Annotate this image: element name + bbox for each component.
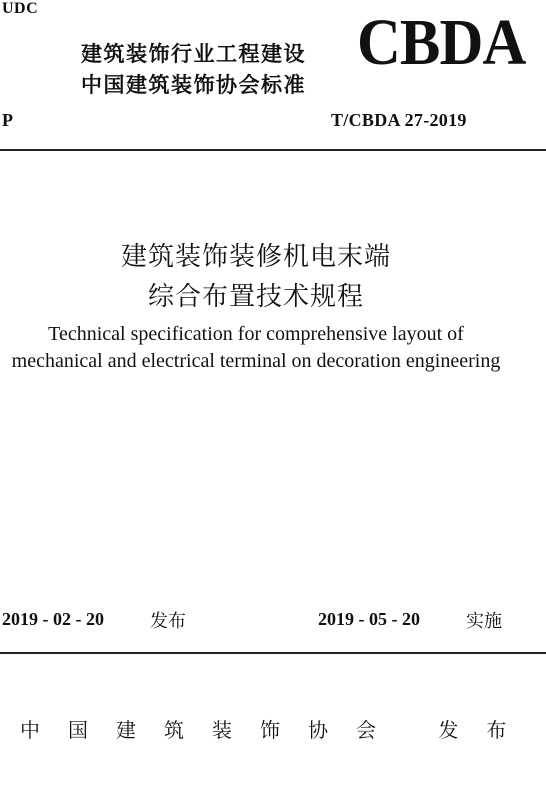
issue-label: 发布 — [150, 611, 186, 632]
top-divider — [0, 149, 546, 151]
standard-code: T/CBDA 27-2019 — [331, 110, 467, 130]
bottom-divider — [0, 652, 546, 654]
issuer-line-2: 中国建筑装饰协会标准 — [81, 73, 306, 97]
title-cn-line-2: 综合布置技术规程 — [147, 282, 364, 312]
title-en-line-2: mechanical and electrical terminal on decoration engineering — [11, 350, 501, 372]
title-en-line-1: Technical specification for comprehensive layout of — [48, 323, 464, 345]
cbda-logo: CBDA — [357, 6, 526, 79]
issue-date: 2019 - 02 - 20 — [2, 609, 104, 629]
udc-label: UDC — [2, 0, 39, 17]
issuer-line-1: 建筑装饰行业工程建设 — [81, 42, 306, 66]
implementation-label: 实施 — [466, 611, 502, 632]
implementation-date: 2019 - 05 - 20 — [318, 609, 420, 629]
publisher: 中国建筑装饰协会 发布 — [20, 718, 535, 742]
title-cn-line-1: 建筑装饰装修机电末端 — [120, 242, 391, 272]
category-code: P — [2, 110, 13, 130]
